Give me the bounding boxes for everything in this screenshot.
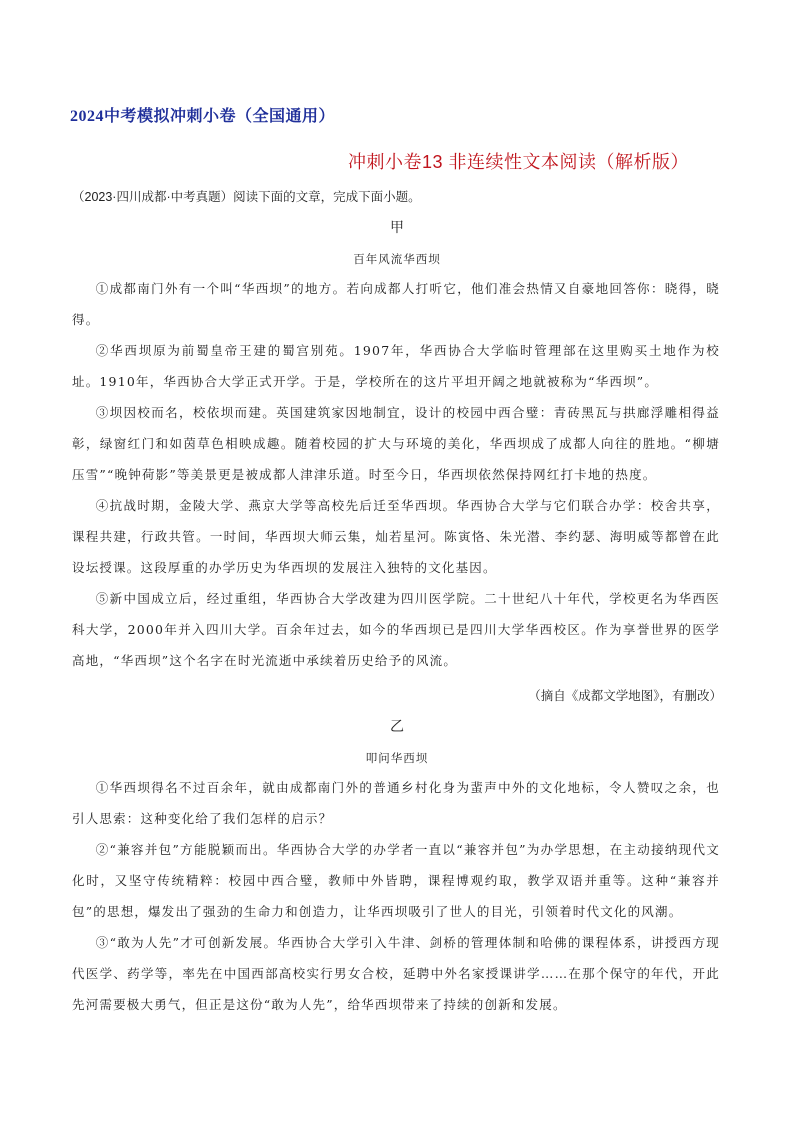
question-intro: （2023·四川成都·中考真题）阅读下面的文章，完成下面小题。 <box>72 190 421 204</box>
text-a-body <box>72 273 720 676</box>
paragraph: ①华西坝得名不过百余年，就由成都南门外的普通乡村化身为蜚声中外的文化地标，令人赞叹之余，也引人思索：这种变化给了我们怎样的启示？ <box>72 780 720 826</box>
paragraph: ②“兼容并包”方能脱颖而出。华西协合大学的办学者一直以“兼容并包”为办学思想，在主动接纳现代文化时，又坚守传统精粹：校园中西合璧，教师中外皆聘，课程博观约取，教学双语并重等。这种“兼容并包”的思想，爆发出了强劲的生命力和创造力，让华西坝吸引了世人的目光，引领着时代文化的风潮。 <box>72 842 720 919</box>
paragraph: ①成都南门外有一个叫“华西坝”的地方。若向成都人打听它，他们准会热情又自豪地回答你：晓得，晓得。 <box>72 281 720 327</box>
paragraph: ②华西坝原为前蜀皇帝王建的蜀宫别苑。1907年，华西协合大学临时管理部在这里购买土地作为校址。1910年，华西协合大学正式开学。于是，学校所在的这片平坦开阔之地就被称为“华西坝”。 <box>72 343 720 389</box>
text-a-source: （摘自《成都文学地图》，有删改） <box>528 689 722 703</box>
text-a-mark: 甲 <box>390 219 404 235</box>
paragraph: ③“敢为人先”才可创新发展。华西协合大学引入牛津、剑桥的管理体制和哈佛的课程体系，讲授西方现代医学、药学等，率先在中国西部高校实行男女合校，延聘中外名家授课讲学……在那个保守的年代，开此先河需要极大勇气，但正是这份“敢为人先”，给华西坝带来了持续的创新和发展。 <box>72 935 720 1012</box>
paragraph: ③坝因校而名，校依坝而建。英国建筑家因地制宜，设计的校园中西合璧：青砖黑瓦与拱廊浮雕相得益彰，绿窗红门和如茵草色相映成趣。随着校园的扩大与环境的美化，华西坝成了成都人向往的胜地。“柳塘压雪”“晚钟荷影”等美景更是被成都人津津乐道。时至今日，华西坝依然保持网红打卡地的热度。 <box>72 405 720 482</box>
text-b-mark: 乙 <box>390 718 404 734</box>
paragraph: ⑤新中国成立后，经过重组，华西协合大学改建为四川医学院。二十世纪八十年代，学校更名为华西医科大学，2000年并入四川大学。百余年过去，如今的华西坝已是四川大学华西校区。作为享誉世界的医学高地，“华西坝”这个名字在时光流逝中承续着历史给予的风流。 <box>72 591 720 668</box>
text-b-title: 叩问华西坝 <box>365 751 429 765</box>
text-b-body <box>72 772 720 1020</box>
paragraph: ④抗战时期，金陵大学、燕京大学等高校先后迁至华西坝。华西协合大学与它们联合办学：校舍共享，课程共建，行政共管。一时间，华西坝大师云集，灿若星河。陈寅恪、朱光潜、李约瑟、海明威等都曾在此设坛授课。这段厚重的办学历史为华西坝的发展注入独特的文化基因。 <box>72 498 720 575</box>
text-a-title: 百年风流华西坝 <box>353 252 441 266</box>
exam-series-title: 2024中考模拟冲刺小卷（全国通用） <box>70 108 336 125</box>
paper-subtitle: 冲刺小卷13 非连续性文本阅读（解析版） <box>347 152 689 172</box>
